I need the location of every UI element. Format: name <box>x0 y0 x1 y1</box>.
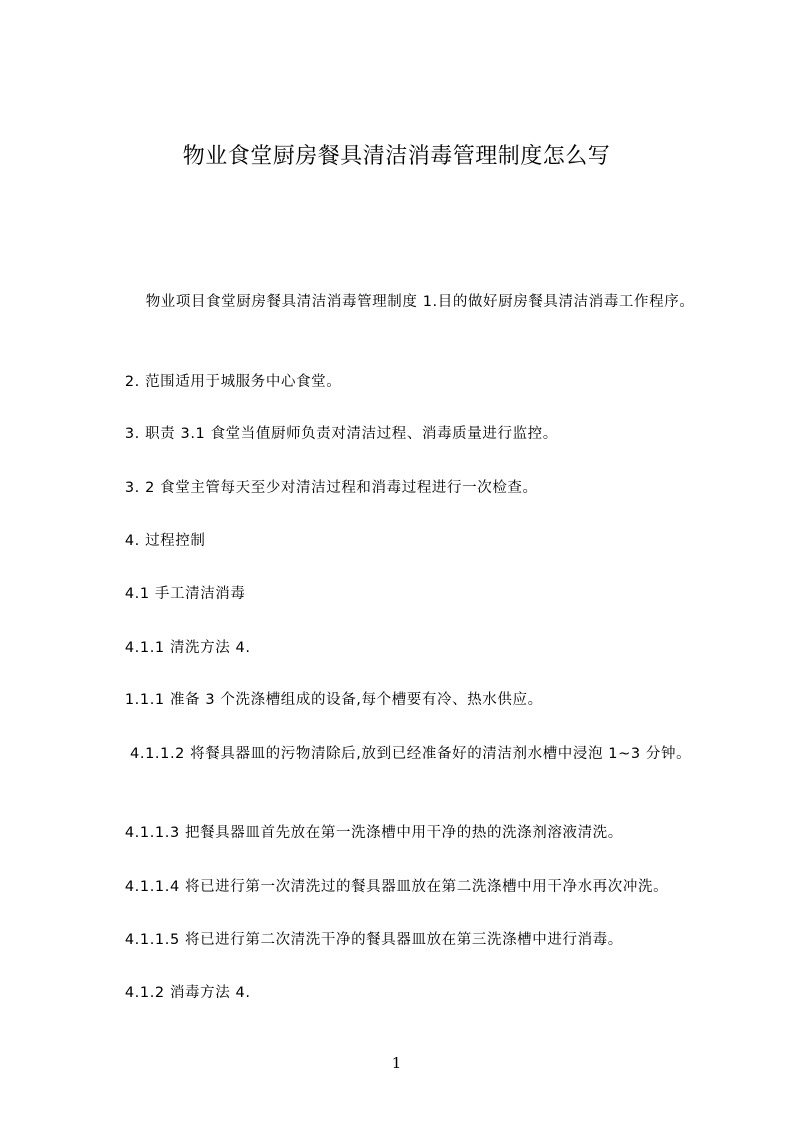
document-title: 物业食堂厨房餐具清洁消毒管理制度怎么写 <box>182 144 611 169</box>
paragraph-responsibility: 3. 职责 3.1 食堂当值厨师负责对清洁过程、消毒质量进行监控。 <box>104 426 558 442</box>
paragraph-soak: 4.1.1.2 将餐具器皿的污物清除后,放到已经准备好的清洁剂水槽中浸泡 1~3 分钟。 <box>104 746 692 762</box>
paragraph-disinfect-method: 4.1.2 消毒方法 4. <box>104 985 251 1001</box>
paragraph-process-control: 4. 过程控制 <box>104 533 206 549</box>
paragraph-cleaning-method: 4.1.1 清洗方法 4. <box>104 640 251 656</box>
paragraph-first-wash: 4.1.1.3 把餐具器皿首先放在第一洗涤槽中用干净的热的洗涤剂溶液清洗。 <box>104 825 623 841</box>
paragraph-sink-setup: 1.1.1 准备 3 个洗涤槽组成的设备,每个槽要有冷、热水供应。 <box>104 692 543 708</box>
paragraph-third-disinfect: 4.1.1.5 将已进行第二次清洗干净的餐具器皿放在第三洗涤槽中进行消毒。 <box>104 932 623 948</box>
paragraph-supervisor-check: 3. 2 食堂主管每天至少对清洁过程和消毒过程进行一次检查。 <box>104 480 538 496</box>
paragraph-second-rinse: 4.1.1.4 将已进行第一次清洗过的餐具器皿放在第二洗涤槽中用干净水再次冲洗。 <box>104 879 669 895</box>
paragraph-purpose: 物业项目食堂厨房餐具清洁消毒管理制度 1.目的做好厨房餐具清洁消毒工作程序。 <box>104 294 695 310</box>
page-number: 1 <box>391 1054 402 1072</box>
paragraph-manual-cleaning: 4.1 手工清洁消毒 <box>104 586 246 602</box>
paragraph-scope: 2. 范围适用于城服务中心食堂。 <box>104 374 342 390</box>
